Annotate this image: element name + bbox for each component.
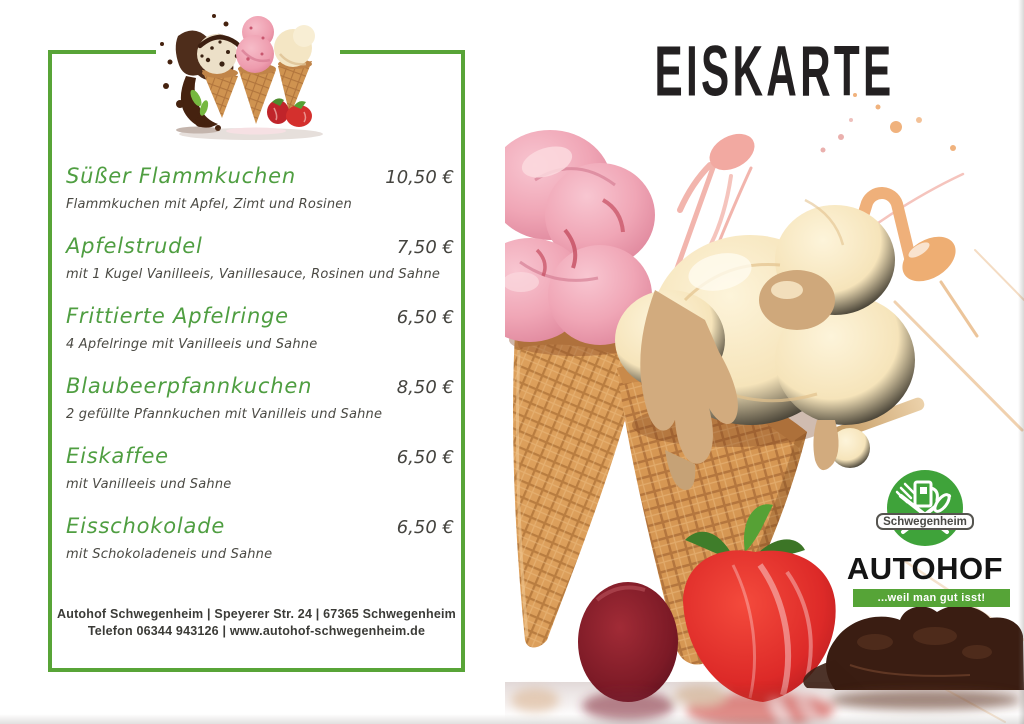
menu-item-price: 10,50 € [385,167,454,188]
menu-item-name: Eiskaffee [66,444,169,468]
ice-cream-trio-image [156,4,340,148]
scan-edge-bottom [0,714,1024,724]
menu-item-name: Eisschokolade [66,514,226,538]
menu-footer [48,606,465,640]
logo-green-circle [887,470,963,546]
page-title: EISKARTE [654,30,895,112]
menu-item-description: 2 gefüllte Pfannkuchen mit Vanilleis und Sahne [66,407,383,422]
autohof-logo [840,450,1010,615]
menu-item-price: 7,50 € [396,237,454,258]
logo-brand-text: AUTOHOF [846,551,1004,586]
scan-edge-right [1018,0,1024,724]
menu-item-price: 6,50 € [396,517,454,538]
menu-item [66,158,454,228]
menu-item [66,368,454,438]
logo-tagline-bar: ...weil man gut isst! [853,589,1010,607]
menu-list [66,158,454,578]
menu-item [66,438,454,508]
menu-item [66,508,454,578]
ice-cream-trio-illustration [156,4,340,148]
menu-item-name: Frittierte Apfelringe [66,304,289,328]
menu-item-name: Blaubeerpfannkuchen [66,374,313,398]
menu-item [66,228,454,298]
menu-item-description: mit Schokoladeneis und Sahne [66,547,273,562]
fork-tines-icon [897,484,915,502]
menu-item-description: 4 Apfelringe mit Vanilleeis und Sahne [66,337,318,352]
menu-item-price: 6,50 € [396,447,454,468]
footer-address-line: Autohof Schwegenheim | Speyerer Str. 24 | 67365 Schwegenheim [57,607,456,621]
menu-item [66,298,454,368]
cover-page [505,0,1024,724]
menu-item-description: Flammkuchen mit Apfel, Zimt und Rosinen [66,197,352,212]
knife-blade-icon [932,492,951,513]
menu-item-price: 6,50 € [396,307,454,328]
menu-item-description: mit 1 Kugel Vanilleeis, Vanillesauce, Rosinen und Sahne [66,267,441,282]
menu-item-description: mit Vanilleeis und Sahne [66,477,232,492]
footer-contact-line: Telefon 06344 943126 | www.autohof-schwegenheim.de [87,624,426,638]
menu-page [0,0,505,724]
menu-item-name: Süßer Flammkuchen [66,164,296,188]
logo-location-badge: Schwegenheim [876,513,974,530]
menu-item-name: Apfelstrudel [66,234,203,258]
fuel-pump-icon [915,482,937,506]
menu-item-price: 8,50 € [396,377,454,398]
